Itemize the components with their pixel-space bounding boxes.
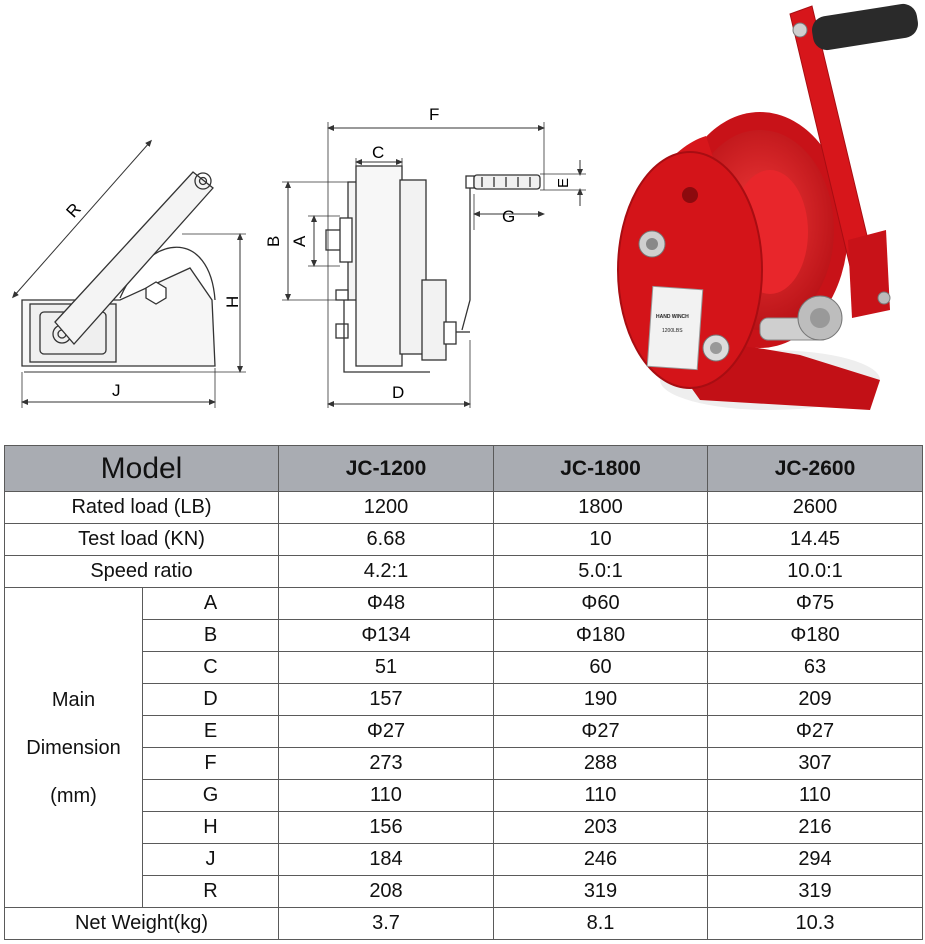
cell: 1800 [494, 492, 708, 524]
product-drawings [0, 0, 925, 440]
header-model-3: JC-2600 [708, 446, 923, 492]
photo-label-capacity: 1200LBS [662, 328, 683, 334]
row-label: Net Weight(kg) [5, 908, 279, 940]
dim-letter: G [143, 780, 279, 812]
table-row [5, 876, 923, 908]
cell: Φ180 [494, 620, 708, 652]
spec-table [4, 445, 923, 940]
cell: 5.0:1 [494, 556, 708, 588]
cell: Φ27 [279, 716, 494, 748]
table-row [5, 812, 923, 844]
hand-winch-photo [618, 2, 920, 410]
cell: 3.7 [279, 908, 494, 940]
cell: 63 [708, 652, 923, 684]
dim-letter: R [143, 876, 279, 908]
dim-label-f: F [429, 105, 440, 124]
main-dimension-line: Main [51, 688, 96, 711]
cell: Φ134 [279, 620, 494, 652]
dim-letter: J [143, 844, 279, 876]
dim-label-r: R [62, 199, 85, 222]
cell: Φ60 [494, 588, 708, 620]
cell: Φ180 [708, 620, 923, 652]
table-row [5, 524, 923, 556]
dim-label-h: H [223, 295, 242, 308]
header-model-1: JC-1200 [279, 446, 494, 492]
table-row [5, 908, 923, 940]
dim-label-c: C [372, 143, 385, 162]
dim-letter: H [143, 812, 279, 844]
cell: 203 [494, 812, 708, 844]
dim-label-e: E [555, 177, 572, 188]
table-header-row [5, 446, 923, 492]
dim-letter: B [143, 620, 279, 652]
cell: 10.0:1 [708, 556, 923, 588]
dim-label-b: B [264, 235, 283, 247]
cell: Φ75 [708, 588, 923, 620]
cell: 307 [708, 748, 923, 780]
cell: 110 [708, 780, 923, 812]
dim-label-j: J [112, 381, 121, 400]
cell: 288 [494, 748, 708, 780]
cell: 8.1 [494, 908, 708, 940]
cell: Φ27 [494, 716, 708, 748]
cell: 10.3 [708, 908, 923, 940]
cell: 216 [708, 812, 923, 844]
dim-letter: F [143, 748, 279, 780]
cell: 14.45 [708, 524, 923, 556]
table-row [5, 684, 923, 716]
table-row [5, 620, 923, 652]
table-row [5, 844, 923, 876]
cell: 208 [279, 876, 494, 908]
cell: 110 [279, 780, 494, 812]
row-label: Speed ratio [5, 556, 279, 588]
cell: 110 [494, 780, 708, 812]
cell: 319 [494, 876, 708, 908]
dim-letter: A [143, 588, 279, 620]
cell: Φ48 [279, 588, 494, 620]
cell: 6.68 [279, 524, 494, 556]
side-view-drawing [14, 142, 246, 408]
dim-label-g: G [502, 207, 516, 226]
cell: 2600 [708, 492, 923, 524]
cell: Φ27 [708, 716, 923, 748]
dim-label-d: D [392, 383, 405, 402]
header-model: Model [5, 446, 279, 492]
main-dimension-line: Dimension [26, 736, 121, 759]
cell: 294 [708, 844, 923, 876]
cell: 184 [279, 844, 494, 876]
cell: 1200 [279, 492, 494, 524]
cell: 209 [708, 684, 923, 716]
cell: 156 [279, 812, 494, 844]
table-row [5, 652, 923, 684]
cell: 157 [279, 684, 494, 716]
front-view-drawing [282, 122, 586, 408]
table-row [5, 748, 923, 780]
dim-label-a: A [290, 235, 309, 247]
row-label: Rated load (LB) [5, 492, 279, 524]
table-row [5, 556, 923, 588]
cell: 4.2:1 [279, 556, 494, 588]
dim-letter: C [143, 652, 279, 684]
photo-label-title: HAND WINCH [656, 314, 689, 320]
dim-letter: D [143, 684, 279, 716]
cell: 273 [279, 748, 494, 780]
cell: 190 [494, 684, 708, 716]
header-model-2: JC-1800 [494, 446, 708, 492]
main-dimension-line: (mm) [50, 784, 97, 807]
dim-letter: E [143, 716, 279, 748]
main-dimension-label [5, 588, 143, 908]
cell: 10 [494, 524, 708, 556]
cell: 246 [494, 844, 708, 876]
cell: 60 [494, 652, 708, 684]
table-row [5, 780, 923, 812]
table-row [5, 588, 923, 620]
table-row [5, 492, 923, 524]
cell: 319 [708, 876, 923, 908]
table-row [5, 716, 923, 748]
cell: 51 [279, 652, 494, 684]
row-label: Test load (KN) [5, 524, 279, 556]
